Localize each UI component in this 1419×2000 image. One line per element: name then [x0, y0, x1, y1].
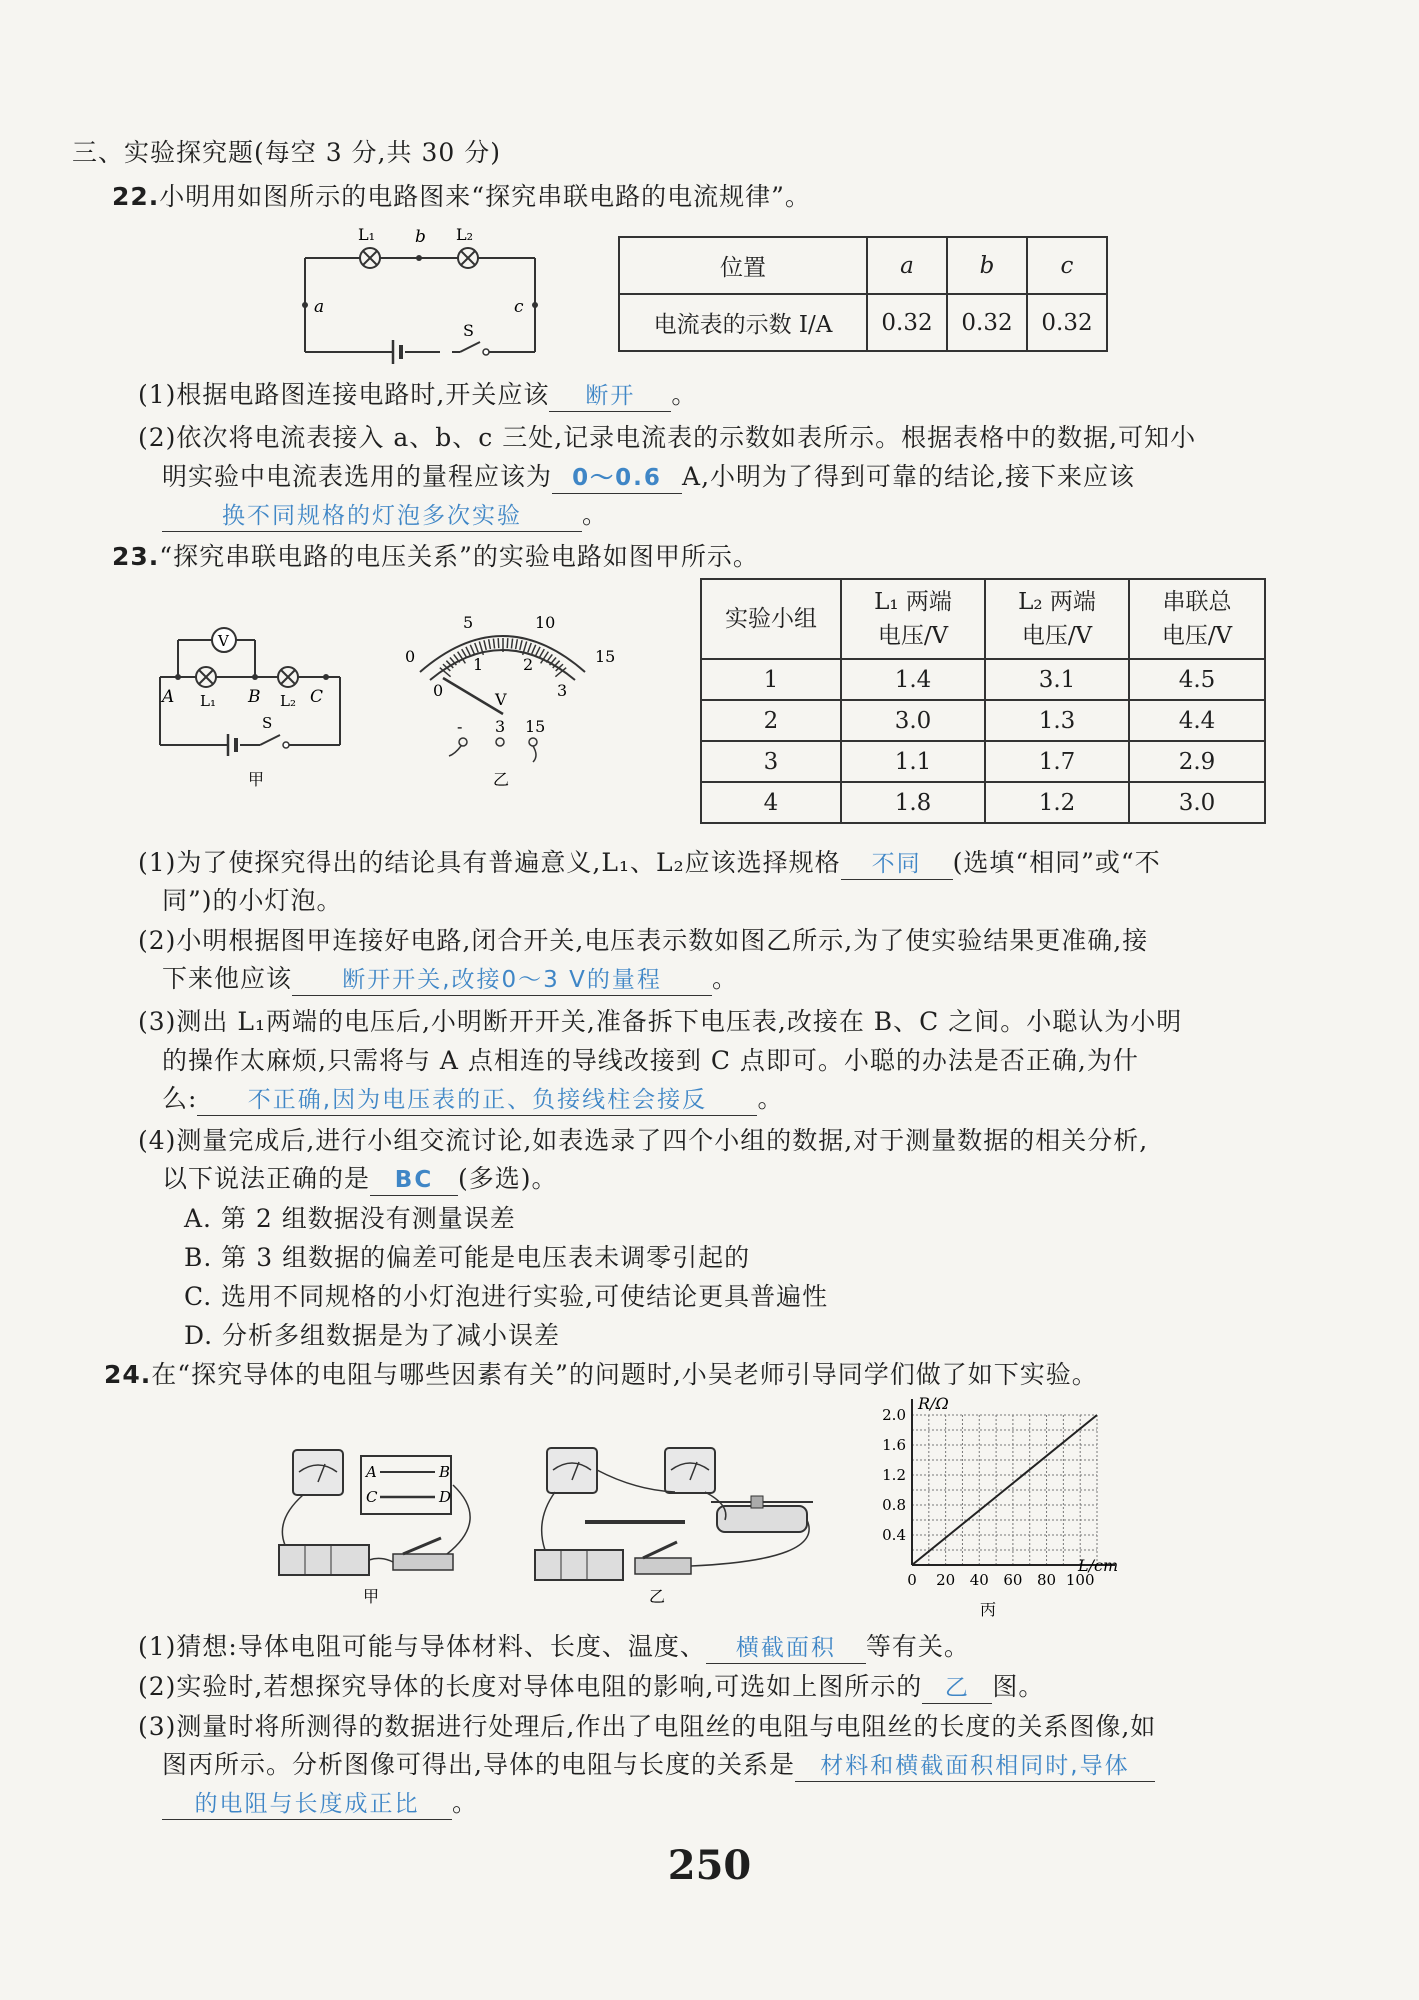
q23-p4-answer: BC	[370, 1165, 458, 1196]
q22-p2-answer-method: 换不同规格的灯泡多次实验	[162, 501, 582, 532]
switch-icon	[635, 1542, 691, 1574]
x-tick-label: 20	[936, 1571, 956, 1589]
q23-part2-line1: (2)小明根据图甲连接好电路,闭合开关,电压表示数如图乙所示,为了使实验结果更准确,接	[138, 926, 1149, 955]
q23-option-d: D. 分析多组数据是为了减小误差	[184, 1321, 561, 1350]
cell: 4.5	[1129, 659, 1265, 700]
yi-bottom-1: 1	[473, 655, 484, 674]
q23-th-l1	[841, 579, 985, 659]
q23-yi-caption: 乙	[493, 770, 510, 789]
q24-p1-end: 等有关。	[865, 1632, 970, 1661]
cell: 1.2	[985, 782, 1129, 823]
page-number: 250	[667, 1842, 752, 1889]
q22-th-c: c	[1027, 237, 1107, 294]
ammeter-icon	[293, 1450, 343, 1495]
q23-p2-end: 。	[712, 964, 739, 993]
q23-p1-text2: (选填“相同”或“不	[952, 848, 1161, 877]
q22-p2-end: 。	[582, 500, 609, 529]
dial-tick	[462, 649, 467, 658]
dial-pointer	[443, 678, 503, 714]
q24-p3-answer-line2: 的电阻与长度成正比	[162, 1789, 452, 1820]
lamp-l2-icon	[278, 667, 298, 687]
q23-jia-l1: L₁	[200, 692, 216, 710]
yi-top-0: 0	[405, 647, 416, 666]
table-row	[701, 741, 1265, 782]
dial-tick	[528, 643, 531, 652]
yi-bottom-0: 0	[433, 681, 444, 700]
q24-part3-line1: (3)测量时将所测得的数据进行处理后,作出了电阻丝的电阻与电阻丝的长度的关系图像,如	[138, 1712, 1157, 1741]
yi-top-10: 10	[535, 613, 556, 632]
q23-p2-text: 下来他应该	[162, 964, 293, 993]
dial-tick	[516, 639, 518, 649]
dial-tick	[470, 645, 474, 654]
q23-jia-a: A	[162, 687, 175, 707]
cell: 1.7	[985, 741, 1129, 782]
q24-fig-jia-apparatus	[275, 1430, 495, 1605]
q22-number: 22.	[112, 182, 160, 211]
q24-stem-text: 在“探究导体的电阻与哪些因素有关”的问题时,小吴老师引导同学们做了如下实验。	[151, 1360, 1098, 1389]
dial-tick	[489, 639, 491, 649]
q22-th-position: 位置	[619, 237, 867, 294]
q22-label-b: b	[415, 227, 426, 247]
q23-th-l1-line2: 电压/V	[877, 623, 949, 649]
y-tick-label: 1.2	[882, 1466, 906, 1484]
dial-tick	[546, 654, 552, 662]
q23-part1	[138, 846, 1161, 880]
dial-tick	[532, 645, 536, 654]
q23-jia-l2: L₂	[280, 692, 296, 710]
q22-part1	[138, 378, 697, 412]
q24-stem	[104, 1358, 1098, 1392]
voltmeter-icon	[212, 628, 236, 652]
cell: 3.0	[841, 700, 985, 741]
q22-label-c: c	[514, 297, 524, 317]
q23-number: 23.	[112, 542, 160, 571]
q24-jia-d: D	[439, 1488, 452, 1506]
q23-th-l2-line1: L₂ 两端	[1018, 589, 1096, 615]
q23-part1-line2: 同”)的小灯泡。	[162, 886, 343, 915]
y-tick-label: 0.8	[882, 1496, 906, 1514]
q24-bing-caption: 丙	[980, 1600, 997, 1619]
cell: 1	[701, 659, 841, 700]
q23-p3-end: 。	[757, 1084, 784, 1113]
q24-jia-a: A	[366, 1463, 377, 1481]
dial-tick	[536, 647, 541, 656]
dial-tick	[475, 643, 478, 652]
ammeter-icon	[547, 1448, 597, 1493]
dial-tick	[498, 638, 499, 648]
table-row	[701, 659, 1265, 700]
y-tick-label: 2.0	[882, 1406, 906, 1424]
q23-p3-answer: 不正确,因为电压表的正、负接线柱会接反	[197, 1085, 757, 1116]
cell: 2.9	[1129, 741, 1265, 782]
dial-tick	[484, 640, 486, 650]
voltmeter-icon	[665, 1448, 715, 1493]
q23-jia-v: V	[218, 632, 229, 650]
yi-term-15: 15	[525, 717, 546, 736]
dial-tick	[511, 639, 512, 649]
q22-stem	[112, 180, 811, 214]
lamp-l1-icon	[360, 248, 380, 268]
q23-th-l2-line2: 电压/V	[1021, 623, 1093, 649]
q23-jia-c: C	[310, 687, 324, 707]
yi-unit: V	[495, 690, 507, 709]
q24-jia-caption: 甲	[363, 1587, 380, 1605]
q24-part1	[138, 1630, 970, 1664]
q22-val-b: 0.32	[947, 294, 1027, 351]
q24-jia-b: B	[439, 1463, 451, 1481]
switch-icon	[393, 1538, 453, 1570]
q23-th-l2	[985, 579, 1129, 659]
q23-p1-text: (1)为了使探究得出的结论具有普遍意义,L₁、L₂应该选择规格	[138, 848, 841, 877]
dial-tick	[539, 649, 544, 658]
q23-part4-line2	[162, 1162, 558, 1196]
q23-p4-text2: (多选)。	[458, 1164, 558, 1193]
yi-bottom-3: 3	[557, 681, 568, 700]
q23-fig-yi-voltmeter-dial	[395, 610, 635, 795]
q22-part2-line3	[162, 498, 608, 532]
q23-part3-line3	[162, 1082, 783, 1116]
lamp-l1-icon	[196, 667, 216, 687]
cell: 4.4	[1129, 700, 1265, 741]
chart-ticks	[882, 1406, 1094, 1589]
dial-tick	[520, 640, 522, 650]
q23-th-total	[1129, 579, 1265, 659]
q23-p3-text: 么:	[162, 1084, 198, 1113]
q24-number: 24.	[104, 1360, 152, 1389]
q22-val-c: 0.32	[1027, 294, 1107, 351]
q22-row-label: 电流表的示数 I/A	[619, 294, 867, 351]
q23-th-total-line2: 电压/V	[1161, 623, 1233, 649]
q24-p3-answer-line1: 材料和横截面积相同时,导体	[795, 1751, 1155, 1782]
q23-option-c: C. 选用不同规格的小灯泡进行实验,可使结论更具普遍性	[184, 1282, 829, 1311]
q22-stem-text: 小明用如图所示的电路图来“探究串联电路的电流规律”。	[159, 182, 811, 211]
q22-part2-line1: (2)依次将电流表接入 a、b、c 三处,记录电流表的示数如表所示。根据表格中的数据,可知小	[138, 423, 1197, 452]
cell: 1.1	[841, 741, 985, 782]
q24-p3-text: 图丙所示。分析图像可得出,导体的电阻与长度的关系是	[162, 1750, 795, 1779]
cell: 3.0	[1129, 782, 1265, 823]
table-row	[701, 700, 1265, 741]
q23-voltage-table	[700, 578, 1266, 824]
q22-p2-text: 明实验中电流表选用的量程应该为	[162, 462, 553, 491]
q24-yi-caption: 乙	[649, 1587, 666, 1605]
cell: 2	[701, 700, 841, 741]
x-tick-label: 60	[1003, 1571, 1023, 1589]
chart-x-label: L/cm	[1078, 1556, 1119, 1575]
yi-bottom-2: 2	[523, 655, 534, 674]
section-title: 三、实验探究题(每空 3 分,共 30 分)	[72, 138, 501, 167]
q23-th-group: 实验小组	[701, 579, 841, 659]
q22-p1-text: (1)根据电路图连接电路时,开关应该	[138, 380, 550, 409]
q22-circuit-diagram	[290, 220, 550, 365]
dial-tick	[493, 639, 494, 649]
q23-jia-b: B	[248, 687, 261, 707]
q22-th-a: a	[867, 237, 947, 294]
q23-part2-line2	[162, 962, 738, 996]
cell: 4	[701, 782, 841, 823]
q22-label-l2: L₂	[456, 225, 474, 244]
q22-label-a: a	[314, 297, 325, 317]
yi-term-3: 3	[495, 717, 506, 736]
q24-part2	[138, 1670, 1044, 1704]
q24-part3-line2	[162, 1748, 1155, 1782]
yi-top-15: 15	[595, 647, 616, 666]
q22-label-s: S	[463, 321, 474, 340]
q23-part4-line1: (4)测量完成后,进行小组交流讨论,如表选录了四个小组的数据,对于测量数据的相关分析,	[138, 1126, 1149, 1155]
q23-stem	[112, 540, 759, 574]
table-row	[701, 782, 1265, 823]
yi-term-neg: -	[457, 717, 463, 736]
x-tick-label: 0	[907, 1571, 917, 1589]
y-tick-label: 1.6	[882, 1436, 906, 1454]
q24-fig-bing-chart	[860, 1395, 1120, 1620]
q22-p2-text2: A,小明为了得到可靠的结论,接下来应该	[682, 462, 1135, 491]
cell: 3.1	[985, 659, 1129, 700]
q23-p4-text: 以下说法正确的是	[162, 1164, 371, 1193]
q23-fig-jia	[150, 620, 370, 790]
q22-part2-line2	[162, 460, 1135, 494]
yi-top-5: 5	[463, 613, 474, 632]
x-tick-label: 100	[1065, 1571, 1095, 1589]
x-tick-label: 80	[1036, 1571, 1057, 1589]
cell: 1.3	[985, 700, 1129, 741]
q23-th-total-line1: 串联总	[1162, 589, 1232, 615]
q23-stem-text: “探究串联电路的电压关系”的实验电路如图甲所示。	[159, 542, 759, 571]
cell: 1.4	[841, 659, 985, 700]
q22-p2-answer-range: 0～0.6	[552, 463, 682, 494]
q24-p2-text: (2)实验时,若想探究导体的长度对导体电阻的影响,可选如上图所示的	[138, 1672, 923, 1701]
battery-box-icon	[535, 1550, 623, 1580]
q23-p1-answer: 不同	[841, 849, 953, 880]
q23-part3-line1: (3)测出 L₁两端的电压后,小明断开开关,准备拆下电压表,改接在 B、C 之间。小聪认为小明	[138, 1007, 1183, 1036]
battery-box-icon	[279, 1545, 369, 1575]
q22-current-table	[618, 236, 1108, 352]
q22-label-l1: L₁	[358, 225, 376, 244]
cell: 1.8	[841, 782, 985, 823]
q24-fig-yi-apparatus	[525, 1430, 835, 1605]
chart-y-label: R/Ω	[918, 1395, 949, 1413]
q23-option-b: B. 第 3 组数据的偏差可能是电压表未调零引起的	[184, 1243, 751, 1272]
q22-p1-answer: 断开	[549, 381, 671, 412]
lamp-l2-icon	[458, 248, 478, 268]
q24-jia-c: C	[366, 1488, 378, 1506]
q23-jia-caption: 甲	[248, 770, 265, 789]
y-tick-label: 0.4	[882, 1526, 906, 1544]
q23-p2-answer: 断开开关,改接0～3 V的量程	[292, 965, 712, 996]
dial-tick	[507, 638, 508, 648]
q23-th-l1-line1: L₁ 两端	[874, 589, 952, 615]
q24-p2-answer: 乙	[922, 1673, 992, 1704]
q22-val-a: 0.32	[867, 294, 947, 351]
q24-p3-end: 。	[452, 1788, 479, 1817]
q24-p1-text: (1)猜想:导体电阻可能与导体材料、长度、温度、	[138, 1632, 706, 1661]
q23-option-a: A. 第 2 组数据没有测量误差	[184, 1204, 516, 1233]
q23-part3-line2: 的操作太麻烦,只需将与 A 点相连的导线改接到 C 点即可。小聪的办法是否正确,为什	[162, 1046, 1139, 1075]
x-tick-label: 40	[969, 1571, 989, 1589]
dial-tick	[466, 647, 471, 656]
cell: 3	[701, 741, 841, 782]
q23-jia-s: S	[262, 714, 273, 732]
q22-th-b: b	[947, 237, 1027, 294]
q24-part3-line3	[162, 1786, 478, 1820]
q22-p1-end: 。	[671, 380, 698, 409]
q24-p2-end: 图。	[992, 1672, 1045, 1701]
q24-p1-answer: 横截面积	[706, 1633, 866, 1664]
